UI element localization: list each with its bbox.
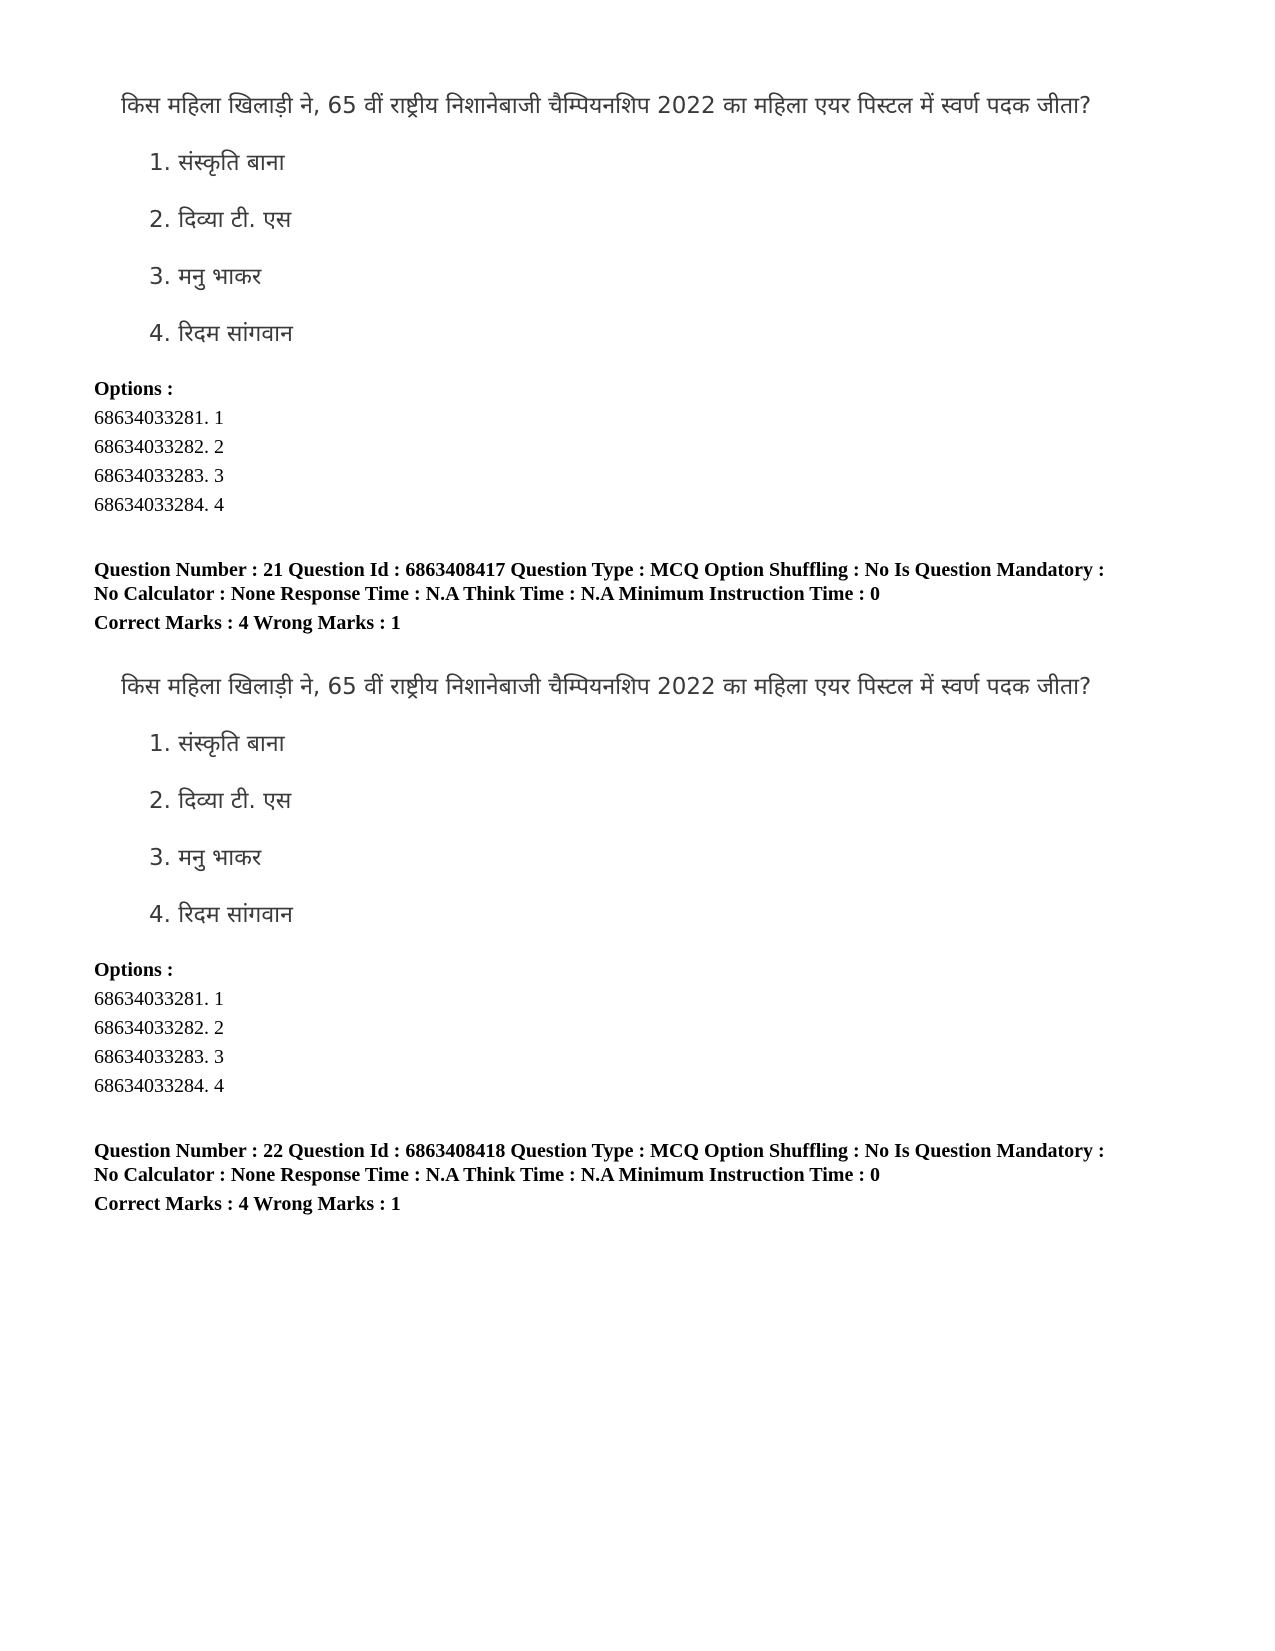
question-header-line2: No Calculator : None Response Time : N.A Think Time : N.A Minimum Instruction Time : 0 [94, 1164, 880, 1186]
options-label: Options : [94, 378, 174, 400]
question-choice: 3. मनु भाकर [149, 264, 262, 290]
question-header-line2: No Calculator : None Response Time : N.A Think Time : N.A Minimum Instruction Time : 0 [94, 583, 880, 605]
question-marks: Correct Marks : 4 Wrong Marks : 1 [94, 1193, 401, 1215]
question-choice: 2. दिव्या टी. एस [149, 207, 292, 233]
option-item: 68634033281. 1 [94, 407, 224, 429]
question-choice: 3. मनु भाकर [149, 845, 262, 871]
option-item: 68634033282. 2 [94, 436, 224, 458]
option-item: 68634033282. 2 [94, 1017, 224, 1039]
option-item: 68634033283. 3 [94, 465, 224, 487]
question-text: किस महिला खिलाड़ी ने, 65 वीं राष्ट्रीय निशानेबाजी चैम्पियनशिप 2022 का महिला एयर पिस्टल में स्वर्ण पदक जीता? [121, 93, 1092, 119]
option-item: 68634033281. 1 [94, 988, 224, 1010]
option-item: 68634033283. 3 [94, 1046, 224, 1068]
question-choice: 1. संस्कृति बाना [149, 150, 285, 176]
question-header-line1: Question Number : 21 Question Id : 6863408417 Question Type : MCQ Option Shuffling : No Is Question Mandatory : [94, 559, 1105, 581]
option-item: 68634033284. 4 [94, 494, 224, 516]
question-text: किस महिला खिलाड़ी ने, 65 वीं राष्ट्रीय निशानेबाजी चैम्पियनशिप 2022 का महिला एयर पिस्टल में स्वर्ण पदक जीता? [121, 674, 1092, 700]
options-label: Options : [94, 959, 174, 981]
question-choice: 2. दिव्या टी. एस [149, 788, 292, 814]
question-choice: 4. रिदम सांगवान [149, 321, 293, 347]
question-header-line1: Question Number : 22 Question Id : 6863408418 Question Type : MCQ Option Shuffling : No Is Question Mandatory : [94, 1140, 1105, 1162]
option-item: 68634033284. 4 [94, 1075, 224, 1097]
question-marks: Correct Marks : 4 Wrong Marks : 1 [94, 612, 401, 634]
question-choice: 1. संस्कृति बाना [149, 731, 285, 757]
question-choice: 4. रिदम सांगवान [149, 902, 293, 928]
